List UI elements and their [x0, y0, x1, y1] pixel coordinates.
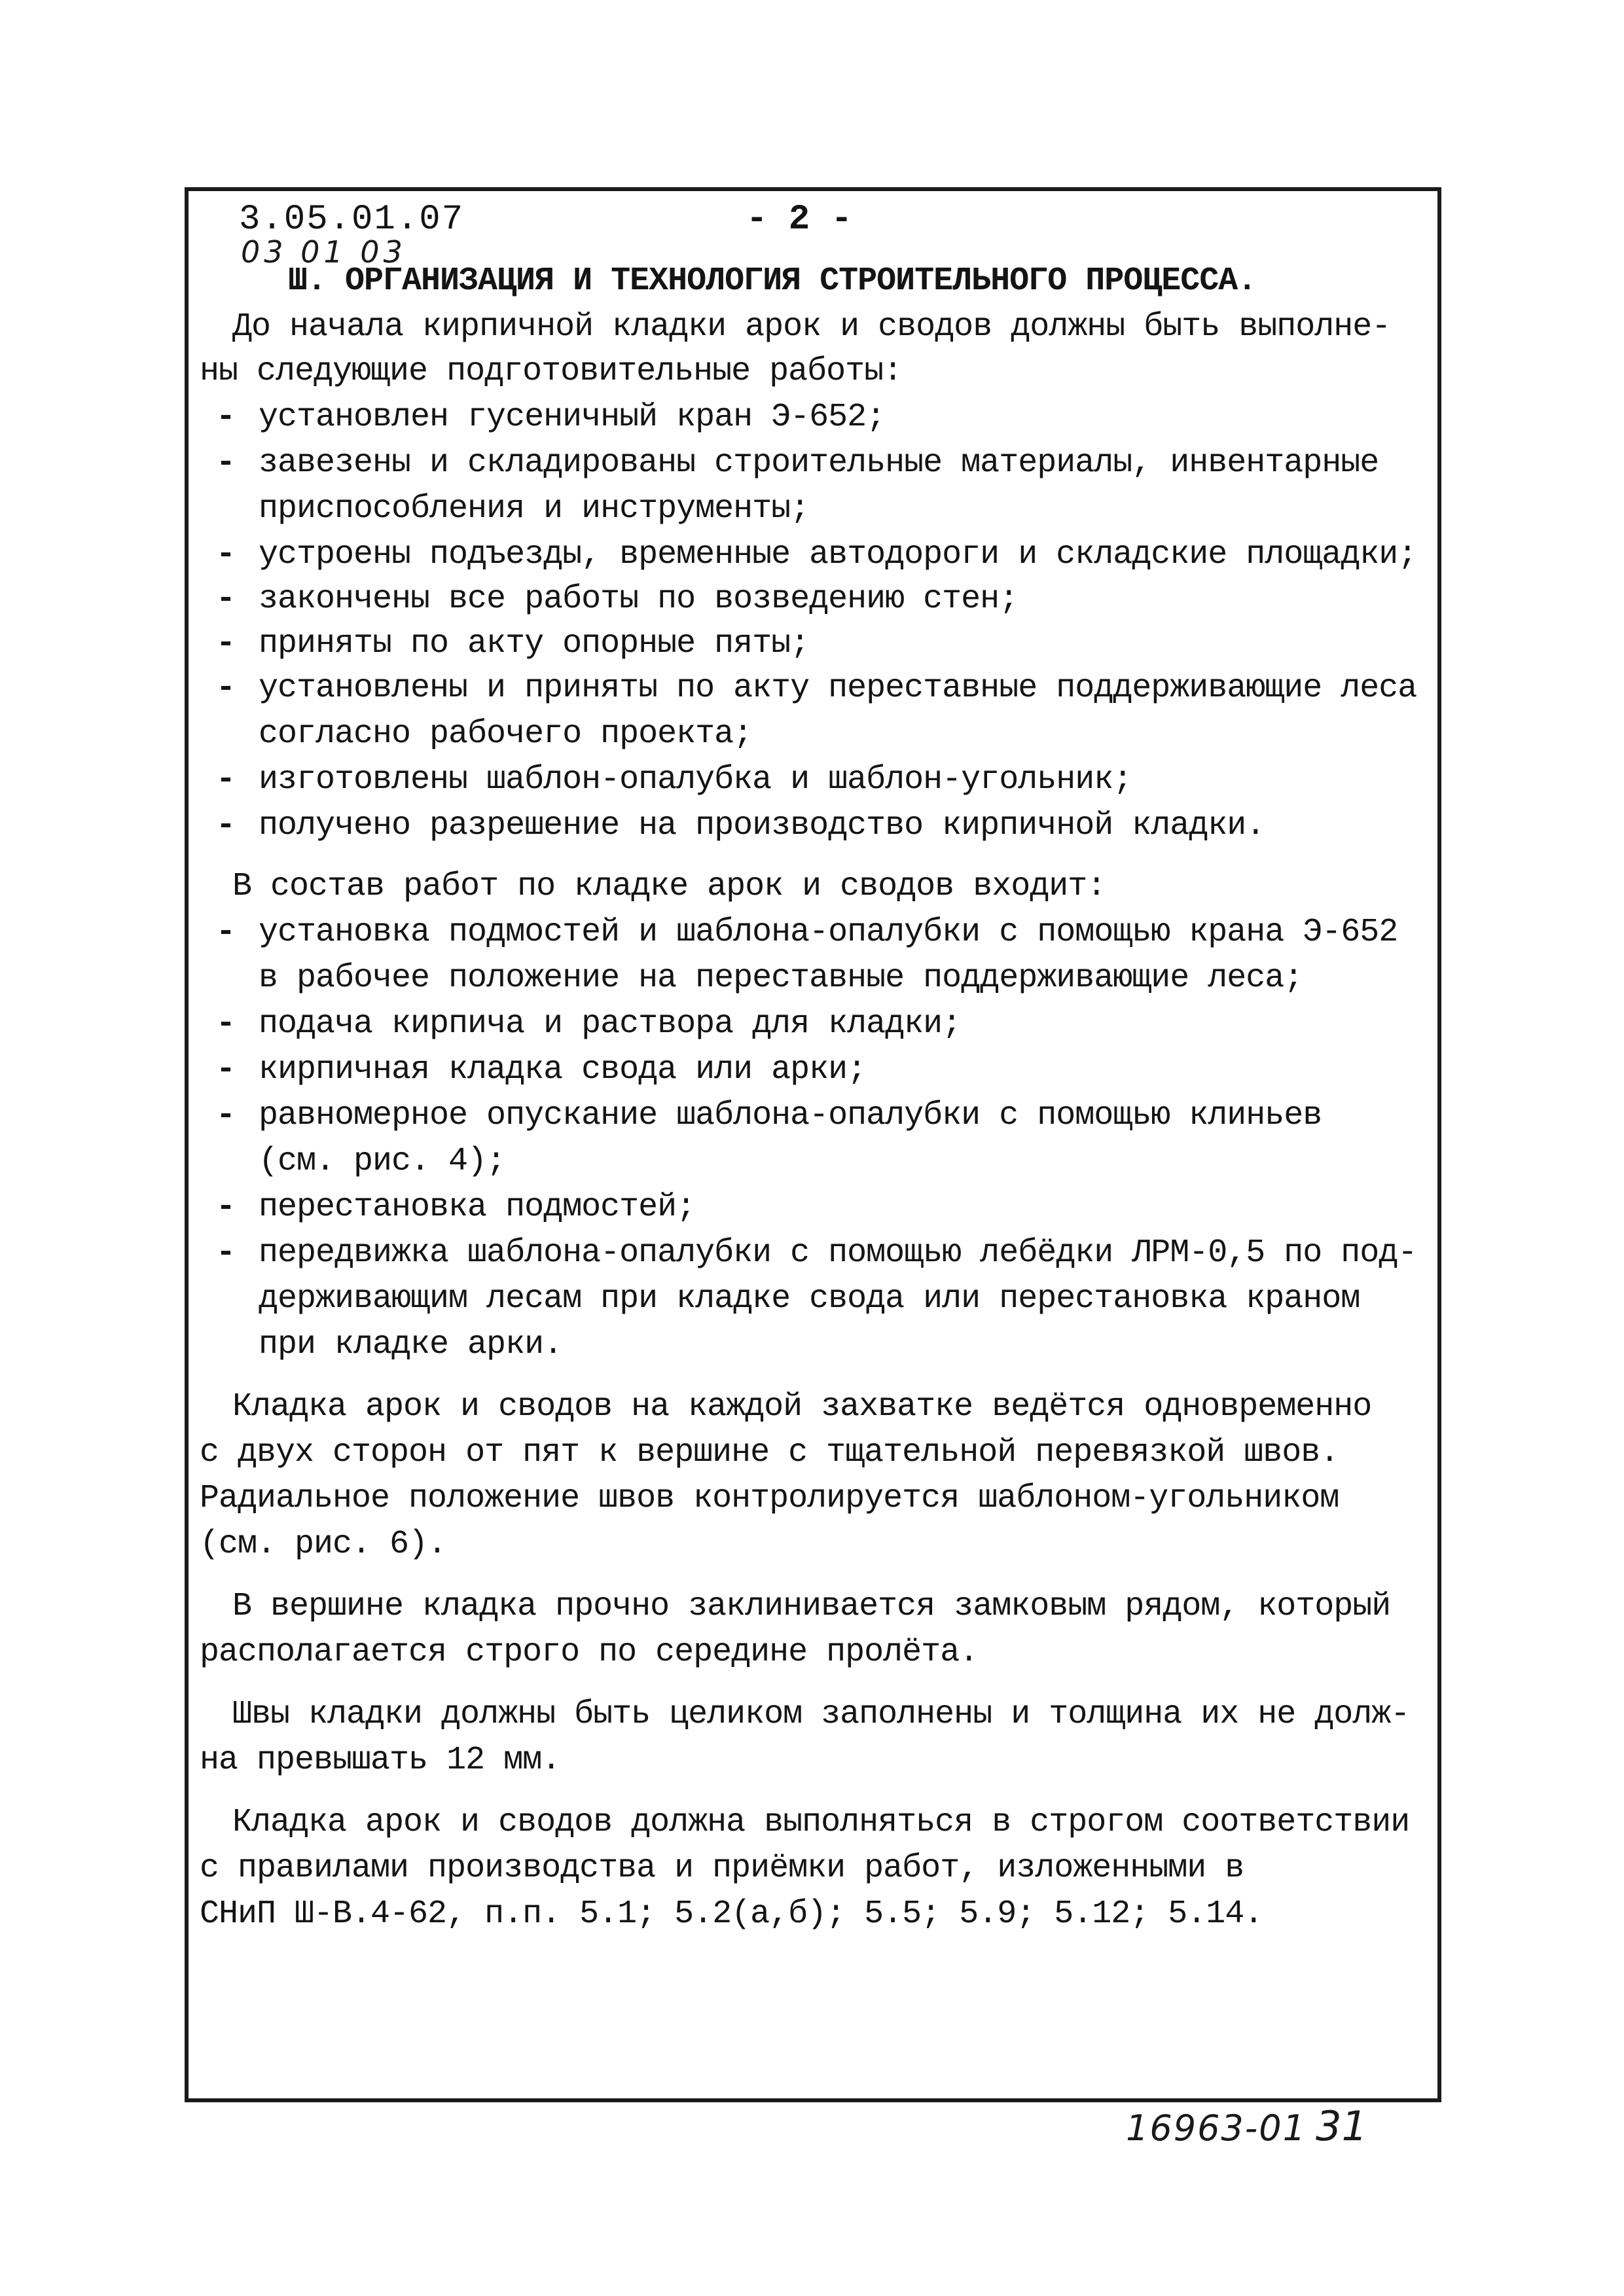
- bullet-dash: -: [216, 1234, 236, 1272]
- works-intro: В состав работ по кладке арок и сводов входит:: [232, 868, 1106, 905]
- bullet-dash: -: [216, 670, 236, 707]
- prep-item: получено разрешение на производство кирпичной кладки.: [259, 807, 1265, 844]
- bullet-dash: -: [216, 444, 236, 482]
- works-item-continued: (см. рис. 4);: [259, 1143, 506, 1180]
- archive-number: 16963-01: [1126, 2108, 1307, 2149]
- prep-item: изготовлены шаблон-опалубка и шаблон-угольник;: [259, 761, 1132, 798]
- intro-line-2: ны следующие подготовительные работы:: [200, 353, 903, 390]
- bullet-dash: -: [216, 1051, 236, 1088]
- bullet-dash: -: [216, 581, 236, 618]
- bullet-dash: -: [216, 807, 236, 844]
- paragraph-line: Кладка арок и сводов должна выполняться в строгом соответствии: [232, 1804, 1410, 1841]
- prep-item: завезены и складированы строительные материалы, инвентарные: [259, 444, 1379, 482]
- bullet-dash: -: [216, 625, 236, 662]
- prep-item-continued: согласно рабочего проекта;: [259, 715, 753, 753]
- document-code-handwritten: 03 01 03: [241, 234, 406, 270]
- prep-item: закончены все работы по возведению стен;: [259, 581, 1019, 618]
- works-item: передвижка шаблона-опалубки с помощью лебёдки ЛРМ-0,5 по под-: [259, 1234, 1417, 1272]
- paragraph-line: на превышать 12 мм.: [200, 1742, 561, 1779]
- section-title: Ш. ОРГАНИЗАЦИЯ И ТЕХНОЛОГИЯ СТРОИТЕЛЬНОГО ПРОЦЕССА.: [288, 262, 1257, 300]
- bullet-dash: -: [216, 399, 236, 436]
- paragraph-line: Радиальное положение швов контролируется шаблоном-угольником: [200, 1480, 1339, 1517]
- paragraph-line: Швы кладки должны быть целиком заполнены и толщина их не долж-: [232, 1696, 1410, 1733]
- prep-item: устроены подъезды, временные автодороги и складские площадки;: [259, 536, 1417, 573]
- prep-item: установлен гусеничный кран Э-652;: [259, 399, 886, 436]
- paragraph-line: СНиП Ш-В.4-62, п.п. 5.1; 5.2(а,б); 5.5; 5.9; 5.12; 5.14.: [200, 1895, 1263, 1933]
- works-item: установка подмостей и шаблона-опалубки с помощью крана Э-652: [259, 914, 1398, 951]
- bullet-dash: -: [216, 536, 236, 573]
- bullet-dash: -: [216, 761, 236, 798]
- paragraph-line: (см. рис. 6).: [200, 1526, 447, 1563]
- page-number: - 2 -: [746, 200, 853, 240]
- prep-item: приняты по акту опорные пяты;: [259, 625, 810, 662]
- works-item: кирпичная кладка свода или арки;: [259, 1051, 867, 1088]
- works-item-continued: держивающим лесам при кладке свода или перестановка краном: [259, 1280, 1360, 1318]
- works-item: равномерное опускание шаблона-опалубки с помощью клиньев: [259, 1097, 1322, 1134]
- paragraph-line: Кладка арок и сводов на каждой захватке ведётся одновременно: [232, 1388, 1372, 1426]
- prep-item: установлены и приняты по акту переставные поддерживающие леса: [259, 670, 1417, 707]
- bullet-dash: -: [216, 1189, 236, 1226]
- paragraph-line: располагается строго по середине пролёта.: [200, 1634, 979, 1671]
- paragraph-line: с двух сторон от пят к вершине с тщательной перевязкой швов.: [200, 1434, 1339, 1471]
- prep-item-continued: приспособления и инструменты;: [259, 490, 810, 528]
- paragraph-line: с правилами производства и приёмки работ, изложенными в: [200, 1850, 1244, 1887]
- works-item: подача кирпича и раствора для кладки;: [259, 1005, 962, 1043]
- works-item: перестановка подмостей;: [259, 1189, 696, 1226]
- works-item-continued: при кладке арки.: [259, 1326, 563, 1363]
- document-code: 3.05.01.07: [239, 200, 465, 240]
- bullet-dash: -: [216, 914, 236, 951]
- paragraph-line: В вершине кладка прочно заклинивается замковым рядом, который: [232, 1588, 1391, 1625]
- works-item-continued: в рабочее положение на переставные поддерживающие леса;: [259, 960, 1303, 997]
- intro-line-1: До начала кирпичной кладки арок и сводов должны быть выполне-: [232, 308, 1391, 346]
- sheet-number: 31: [1316, 2102, 1367, 2150]
- bullet-dash: -: [216, 1097, 236, 1134]
- bullet-dash: -: [216, 1005, 236, 1043]
